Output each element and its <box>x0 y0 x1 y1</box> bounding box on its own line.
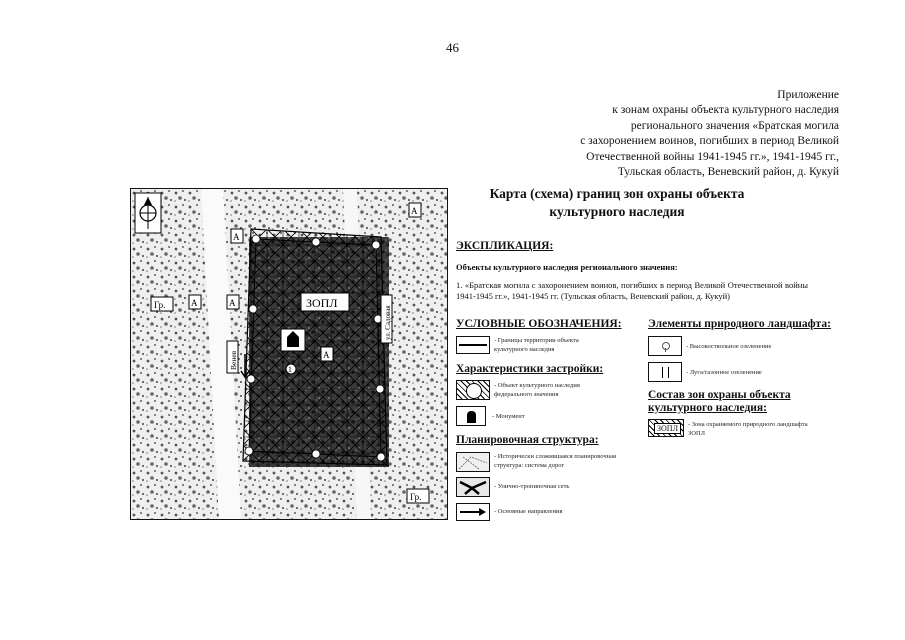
legend-text: - Объект культурного наследия федерального значения <box>494 382 580 398</box>
legend-text: - Высокоствольное озеленение <box>686 343 772 350</box>
direction-arrow-icon <box>456 503 490 521</box>
appendix-line: к зонам охраны объекта культурного наследия <box>612 104 839 117</box>
a-label: А <box>191 298 198 308</box>
a-label: А <box>229 298 236 308</box>
federal-object-icon <box>456 380 490 400</box>
historic-structure-icon <box>456 452 490 472</box>
legend-text: - Основные направления <box>494 508 563 515</box>
legend-text: - Монумент <box>492 413 525 420</box>
landscape-heading: Элементы природного ландшафта: <box>648 318 831 330</box>
zone-label: ЗОПЛ <box>306 296 338 310</box>
zones-heading-line: культурного наследия: <box>648 402 767 414</box>
legend-heading: УСЛОВНЫЕ ОБОЗНАЧЕНИЯ: <box>456 318 622 330</box>
objects-heading: Объекты культурного наследия регионального значения: <box>456 262 678 272</box>
appendix-line: Отечественной войны 1941-1945 гг.», 1941-1945 гг., <box>586 150 839 163</box>
legend-text: - Границы территории объекта культурного наследия <box>494 337 579 353</box>
page-number: 46 <box>446 40 459 55</box>
street-network-icon <box>456 477 490 497</box>
zones-heading <box>648 389 791 415</box>
marker-label: 1 <box>288 365 292 374</box>
gr-label: Гр. <box>154 300 166 310</box>
legend-text: - Исторически сложившаяся планировочная структура: система дорог <box>494 453 616 469</box>
legend-text: - Луга/газонное озеленение <box>686 369 762 376</box>
map-title-line: культурного наследия <box>549 204 685 219</box>
object-description: 1. «Братская могила с захоронением воинов, погибших в период Великой Отечественной войны 1941-1945 гг.», 1941-1945 гг. (Тульская область, Веневский район, д. Кукуй) <box>456 280 808 301</box>
map-title <box>452 185 782 221</box>
appendix-caption <box>519 88 839 180</box>
zones-heading-line: Состав зон охраны объекта <box>648 389 791 401</box>
a-label: А <box>323 350 330 360</box>
building-heading: Характеристики застройки: <box>456 363 604 375</box>
boundary-line-icon <box>456 336 490 354</box>
a-label: А <box>411 206 418 216</box>
meadow-icon <box>648 362 682 382</box>
appendix-line: с захоронением воинов, погибших в период Великой <box>580 135 839 148</box>
tree-icon <box>648 336 682 356</box>
legend-text: - Улично-тропиночная сеть <box>494 483 570 490</box>
road-label: ул. Садовая <box>384 305 392 340</box>
map-title-line: Карта (схема) границ зон охраны объекта <box>489 186 745 201</box>
zone-icon-label: ЗОПЛ <box>654 423 681 434</box>
road-label: Венев <box>229 350 238 370</box>
monument-icon <box>456 406 486 426</box>
gr-label: Гр. <box>410 492 422 502</box>
appendix-line: Приложение <box>777 89 839 101</box>
map-image <box>130 188 448 520</box>
legend-text: - Зона охраняемого природного ландшафта ЗОПЛ <box>688 421 808 437</box>
a-label: А <box>233 232 240 242</box>
appendix-line: регионального значения «Братская могила <box>630 119 839 132</box>
appendix-line: Тульская область, Веневский район, д. Кукуй <box>617 166 839 179</box>
explication-heading: ЭКСПЛИКАЦИЯ: <box>456 240 554 252</box>
planning-heading: Планировочная структура: <box>456 434 599 446</box>
zone-icon <box>648 419 684 437</box>
